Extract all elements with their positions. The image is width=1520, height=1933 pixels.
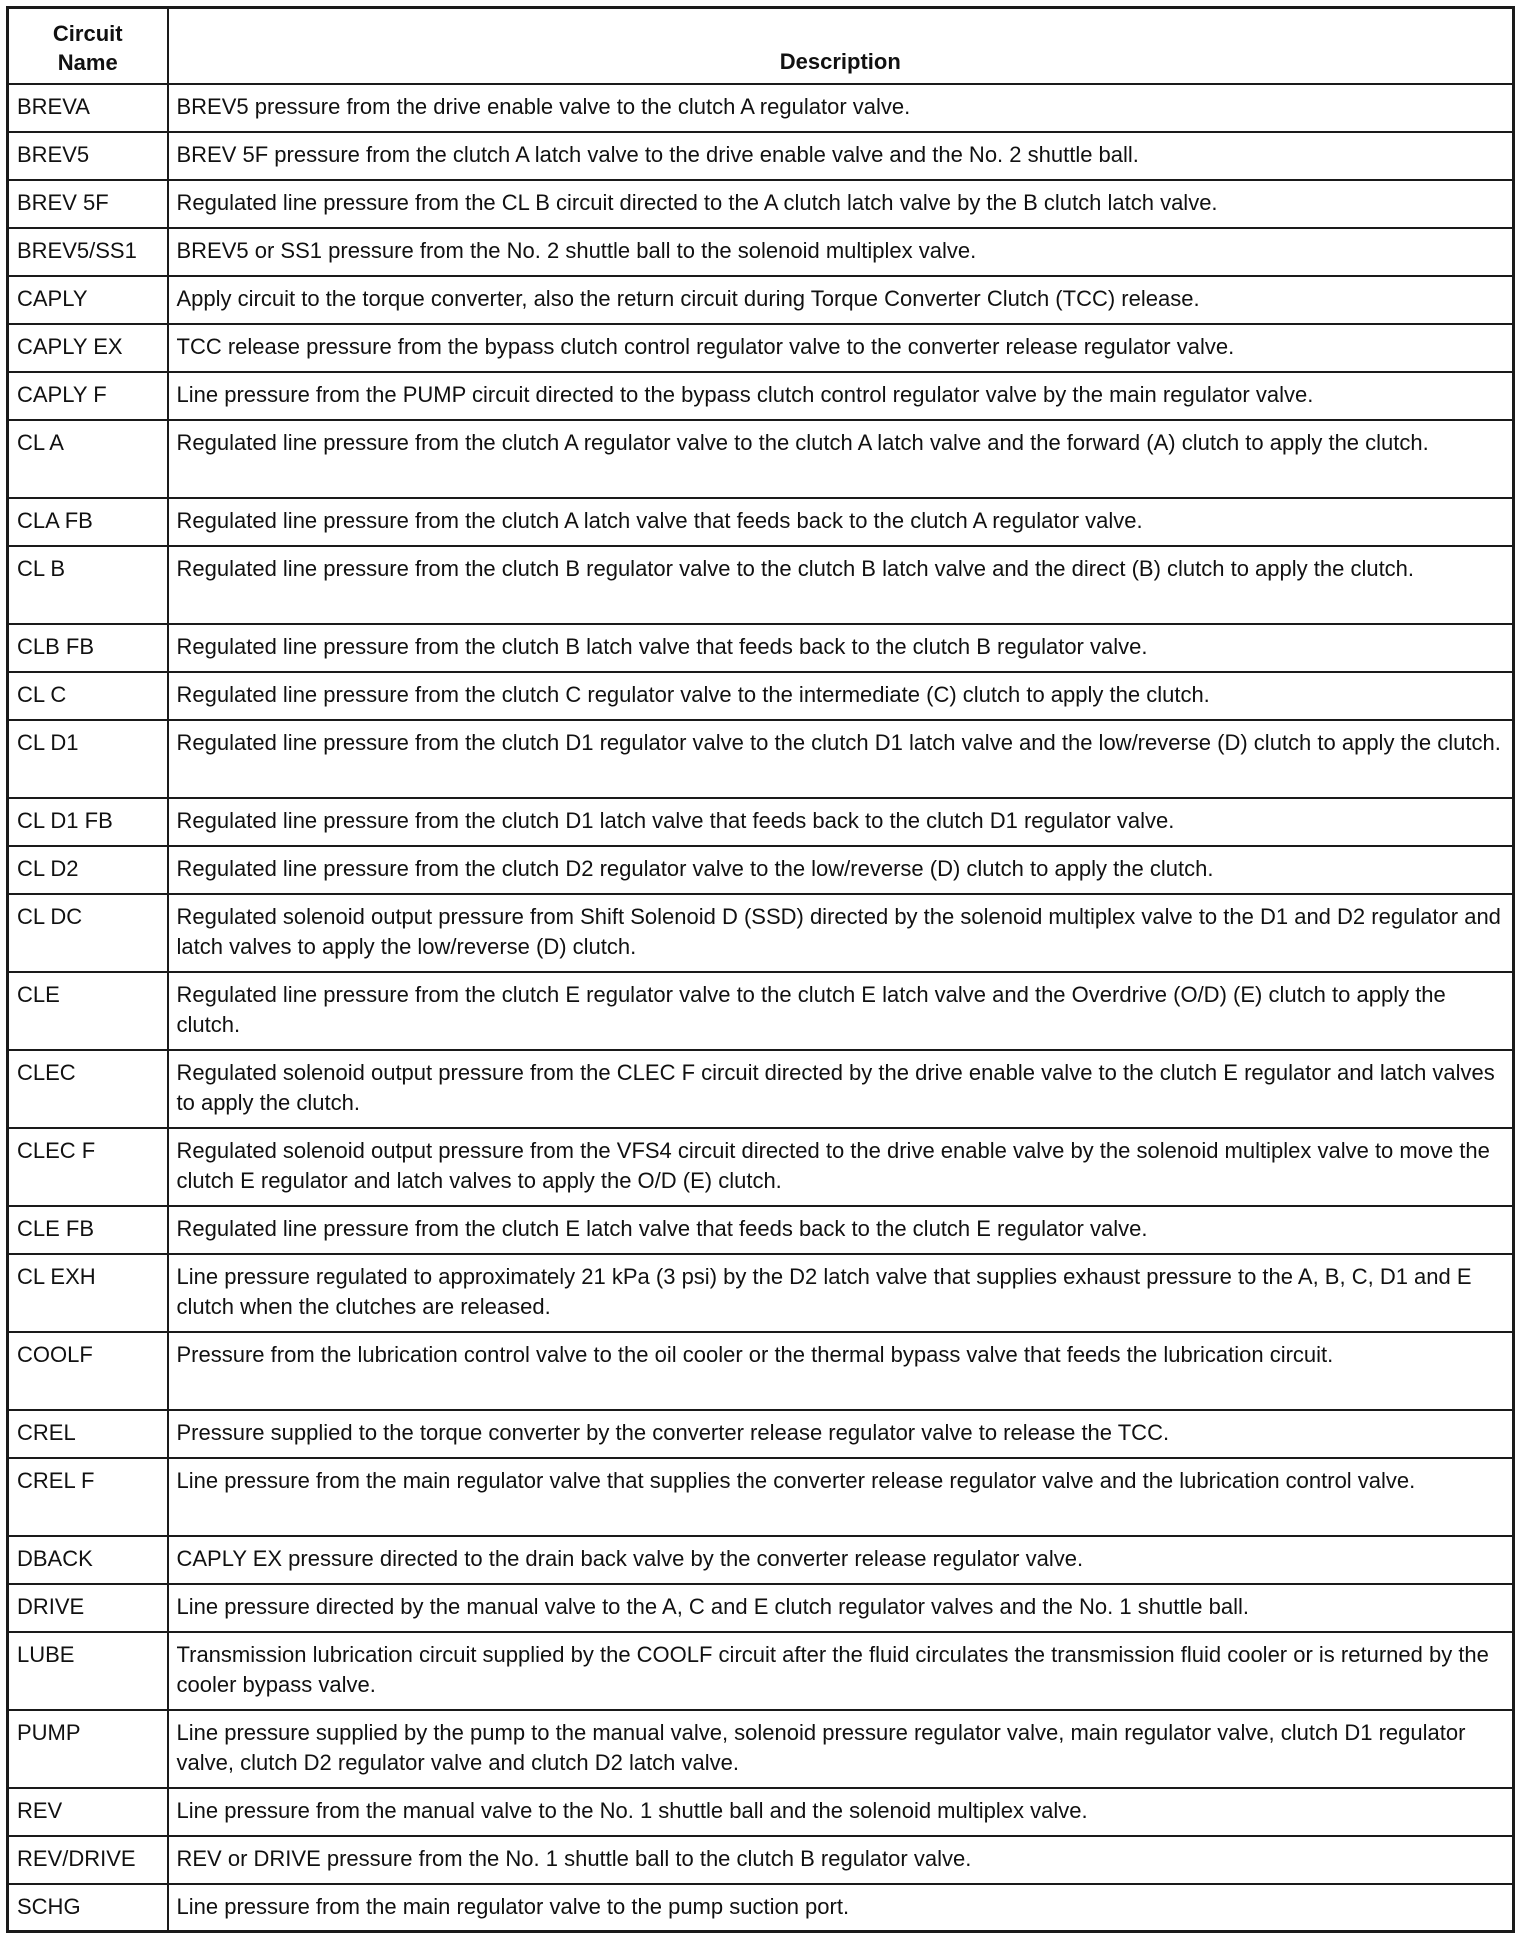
circuit-name-cell: CL C xyxy=(8,672,168,720)
circuit-name-cell: COOLF xyxy=(8,1332,168,1410)
circuit-name-cell: CL B xyxy=(8,546,168,624)
circuit-name-cell: CL D1 xyxy=(8,720,168,798)
circuit-description-cell: Regulated solenoid output pressure from the VFS4 circuit directed to the drive enable valve by the solenoid multiplex valve to move the clutch E regulator and latch valves to apply the O/D (E) clutch. xyxy=(168,1128,1514,1206)
circuit-name-cell: CREL F xyxy=(8,1458,168,1536)
table-row xyxy=(8,1128,1514,1206)
circuit-description-cell: Regulated line pressure from the CL B circuit directed to the A clutch latch valve by the B clutch latch valve. xyxy=(168,180,1514,228)
table-row xyxy=(8,720,1514,798)
circuit-description-cell: Regulated line pressure from the clutch A regulator valve to the clutch A latch valve and the forward (A) clutch to apply the clutch. xyxy=(168,420,1514,498)
circuit-name-cell: BREV 5F xyxy=(8,180,168,228)
circuit-name-cell: CLE FB xyxy=(8,1206,168,1254)
circuit-name-cell: SCHG xyxy=(8,1884,168,1932)
table-row xyxy=(8,798,1514,846)
circuit-name-cell: PUMP xyxy=(8,1710,168,1788)
table-row xyxy=(8,372,1514,420)
table-row xyxy=(8,1050,1514,1128)
table-header-row xyxy=(8,8,1514,84)
circuit-name-cell: CL D1 FB xyxy=(8,798,168,846)
table-row xyxy=(8,624,1514,672)
table-row xyxy=(8,84,1514,132)
table-row xyxy=(8,276,1514,324)
circuit-name-cell: CL D2 xyxy=(8,846,168,894)
circuit-description-cell: Line pressure from the PUMP circuit directed to the bypass clutch control regulator valve by the main regulator valve. xyxy=(168,372,1514,420)
circuit-name-cell: DBACK xyxy=(8,1536,168,1584)
table-row xyxy=(8,1632,1514,1710)
circuit-name-cell: REV xyxy=(8,1788,168,1836)
circuit-description-cell: Line pressure directed by the manual valve to the A, C and E clutch regulator valves and the No. 1 shuttle ball. xyxy=(168,1584,1514,1632)
circuit-description-table xyxy=(6,6,1515,1933)
table-row xyxy=(8,1710,1514,1788)
table-row xyxy=(8,972,1514,1050)
circuit-description-cell: BREV 5F pressure from the clutch A latch valve to the drive enable valve and the No. 2 shuttle ball. xyxy=(168,132,1514,180)
circuit-name-cell: CAPLY EX xyxy=(8,324,168,372)
table-row xyxy=(8,1458,1514,1536)
circuit-name-cell: CAPLY F xyxy=(8,372,168,420)
circuit-description-cell: TCC release pressure from the bypass clutch control regulator valve to the converter release regulator valve. xyxy=(168,324,1514,372)
circuit-name-cell: CL A xyxy=(8,420,168,498)
circuit-description-cell: CAPLY EX pressure directed to the drain back valve by the converter release regulator valve. xyxy=(168,1536,1514,1584)
circuit-description-cell: Line pressure supplied by the pump to the manual valve, solenoid pressure regulator valve, main regulator valve, clutch D1 regulator valve, clutch D2 regulator valve and clutch D2 latch valve. xyxy=(168,1710,1514,1788)
table-row xyxy=(8,1410,1514,1458)
table-row xyxy=(8,1836,1514,1884)
circuit-description-cell: BREV5 or SS1 pressure from the No. 2 shuttle ball to the solenoid multiplex valve. xyxy=(168,228,1514,276)
table-row xyxy=(8,420,1514,498)
table-row xyxy=(8,228,1514,276)
description-header: Description xyxy=(168,8,1514,84)
circuit-description-cell: Transmission lubrication circuit supplied by the COOLF circuit after the fluid circulates the transmission fluid cooler or is returned by the cooler bypass valve. xyxy=(168,1632,1514,1710)
circuit-description-cell: Regulated line pressure from the clutch D1 regulator valve to the clutch D1 latch valve and the low/reverse (D) clutch to apply the clutch. xyxy=(168,720,1514,798)
circuit-description-sheet xyxy=(6,6,1512,1933)
table-row xyxy=(8,894,1514,972)
circuit-description-cell: Apply circuit to the torque converter, also the return circuit during Torque Converter Clutch (TCC) release. xyxy=(168,276,1514,324)
table-row xyxy=(8,1332,1514,1410)
circuit-description-cell: Regulated line pressure from the clutch B latch valve that feeds back to the clutch B regulator valve. xyxy=(168,624,1514,672)
table-row xyxy=(8,180,1514,228)
table-row xyxy=(8,1254,1514,1332)
circuit-description-cell: Regulated line pressure from the clutch C regulator valve to the intermediate (C) clutch to apply the clutch. xyxy=(168,672,1514,720)
circuit-name-cell: DRIVE xyxy=(8,1584,168,1632)
circuit-name-header xyxy=(8,8,168,84)
table-body xyxy=(8,84,1514,1932)
circuit-description-cell: BREV5 pressure from the drive enable valve to the clutch A regulator valve. xyxy=(168,84,1514,132)
circuit-description-cell: Regulated line pressure from the clutch D2 regulator valve to the low/reverse (D) clutch to apply the clutch. xyxy=(168,846,1514,894)
circuit-description-cell: Line pressure from the manual valve to the No. 1 shuttle ball and the solenoid multiplex valve. xyxy=(168,1788,1514,1836)
circuit-description-cell: Regulated line pressure from the clutch A latch valve that feeds back to the clutch A regulator valve. xyxy=(168,498,1514,546)
circuit-description-cell: Regulated line pressure from the clutch E latch valve that feeds back to the clutch E regulator valve. xyxy=(168,1206,1514,1254)
circuit-name-cell: CL EXH xyxy=(8,1254,168,1332)
circuit-description-cell: Regulated line pressure from the clutch B regulator valve to the clutch B latch valve and the direct (B) clutch to apply the clutch. xyxy=(168,546,1514,624)
circuit-name-cell: CLEC xyxy=(8,1050,168,1128)
circuit-name-cell: CL DC xyxy=(8,894,168,972)
circuit-description-cell: Line pressure from the main regulator valve that supplies the converter release regulator valve and the lubrication control valve. xyxy=(168,1458,1514,1536)
table-row xyxy=(8,1884,1514,1932)
circuit-description-cell: Pressure supplied to the torque converter by the converter release regulator valve to release the TCC. xyxy=(168,1410,1514,1458)
circuit-description-cell: Regulated line pressure from the clutch D1 latch valve that feeds back to the clutch D1 regulator valve. xyxy=(168,798,1514,846)
circuit-name-header-line2: Name xyxy=(57,49,118,75)
table-row xyxy=(8,132,1514,180)
circuit-name-cell: CLE xyxy=(8,972,168,1050)
table-row xyxy=(8,1584,1514,1632)
table-row xyxy=(8,546,1514,624)
table-row xyxy=(8,324,1514,372)
circuit-description-cell: Pressure from the lubrication control valve to the oil cooler or the thermal bypass valve that feeds the lubrication circuit. xyxy=(168,1332,1514,1410)
circuit-name-cell: CAPLY xyxy=(8,276,168,324)
circuit-name-cell: REV/DRIVE xyxy=(8,1836,168,1884)
circuit-description-cell: Regulated line pressure from the clutch E regulator valve to the clutch E latch valve and the Overdrive (O/D) (E) clutch to apply the clutch. xyxy=(168,972,1514,1050)
table-row xyxy=(8,1206,1514,1254)
circuit-description-cell: Line pressure from the main regulator valve to the pump suction port. xyxy=(168,1884,1514,1932)
circuit-name-cell: CREL xyxy=(8,1410,168,1458)
circuit-name-cell: BREV5 xyxy=(8,132,168,180)
circuit-name-header-line1: Circuit xyxy=(52,20,123,46)
circuit-name-cell: CLEC F xyxy=(8,1128,168,1206)
circuit-name-cell: CLA FB xyxy=(8,498,168,546)
circuit-name-cell: BREV5/SS1 xyxy=(8,228,168,276)
table-row xyxy=(8,672,1514,720)
table-row xyxy=(8,498,1514,546)
table-row xyxy=(8,1536,1514,1584)
circuit-name-cell: CLB FB xyxy=(8,624,168,672)
circuit-description-cell: Regulated solenoid output pressure from the CLEC F circuit directed by the drive enable valve to the clutch E regulator and latch valves to apply the clutch. xyxy=(168,1050,1514,1128)
table-row xyxy=(8,1788,1514,1836)
circuit-description-cell: REV or DRIVE pressure from the No. 1 shuttle ball to the clutch B regulator valve. xyxy=(168,1836,1514,1884)
circuit-description-cell: Line pressure regulated to approximately 21 kPa (3 psi) by the D2 latch valve that supplies exhaust pressure to the A, B, C, D1 and E clutch when the clutches are released. xyxy=(168,1254,1514,1332)
circuit-name-cell: LUBE xyxy=(8,1632,168,1710)
circuit-name-cell: BREVA xyxy=(8,84,168,132)
table-row xyxy=(8,846,1514,894)
circuit-description-cell: Regulated solenoid output pressure from Shift Solenoid D (SSD) directed by the solenoid multiplex valve to the D1 and D2 regulator and latch valves to apply the low/reverse (D) clutch. xyxy=(168,894,1514,972)
